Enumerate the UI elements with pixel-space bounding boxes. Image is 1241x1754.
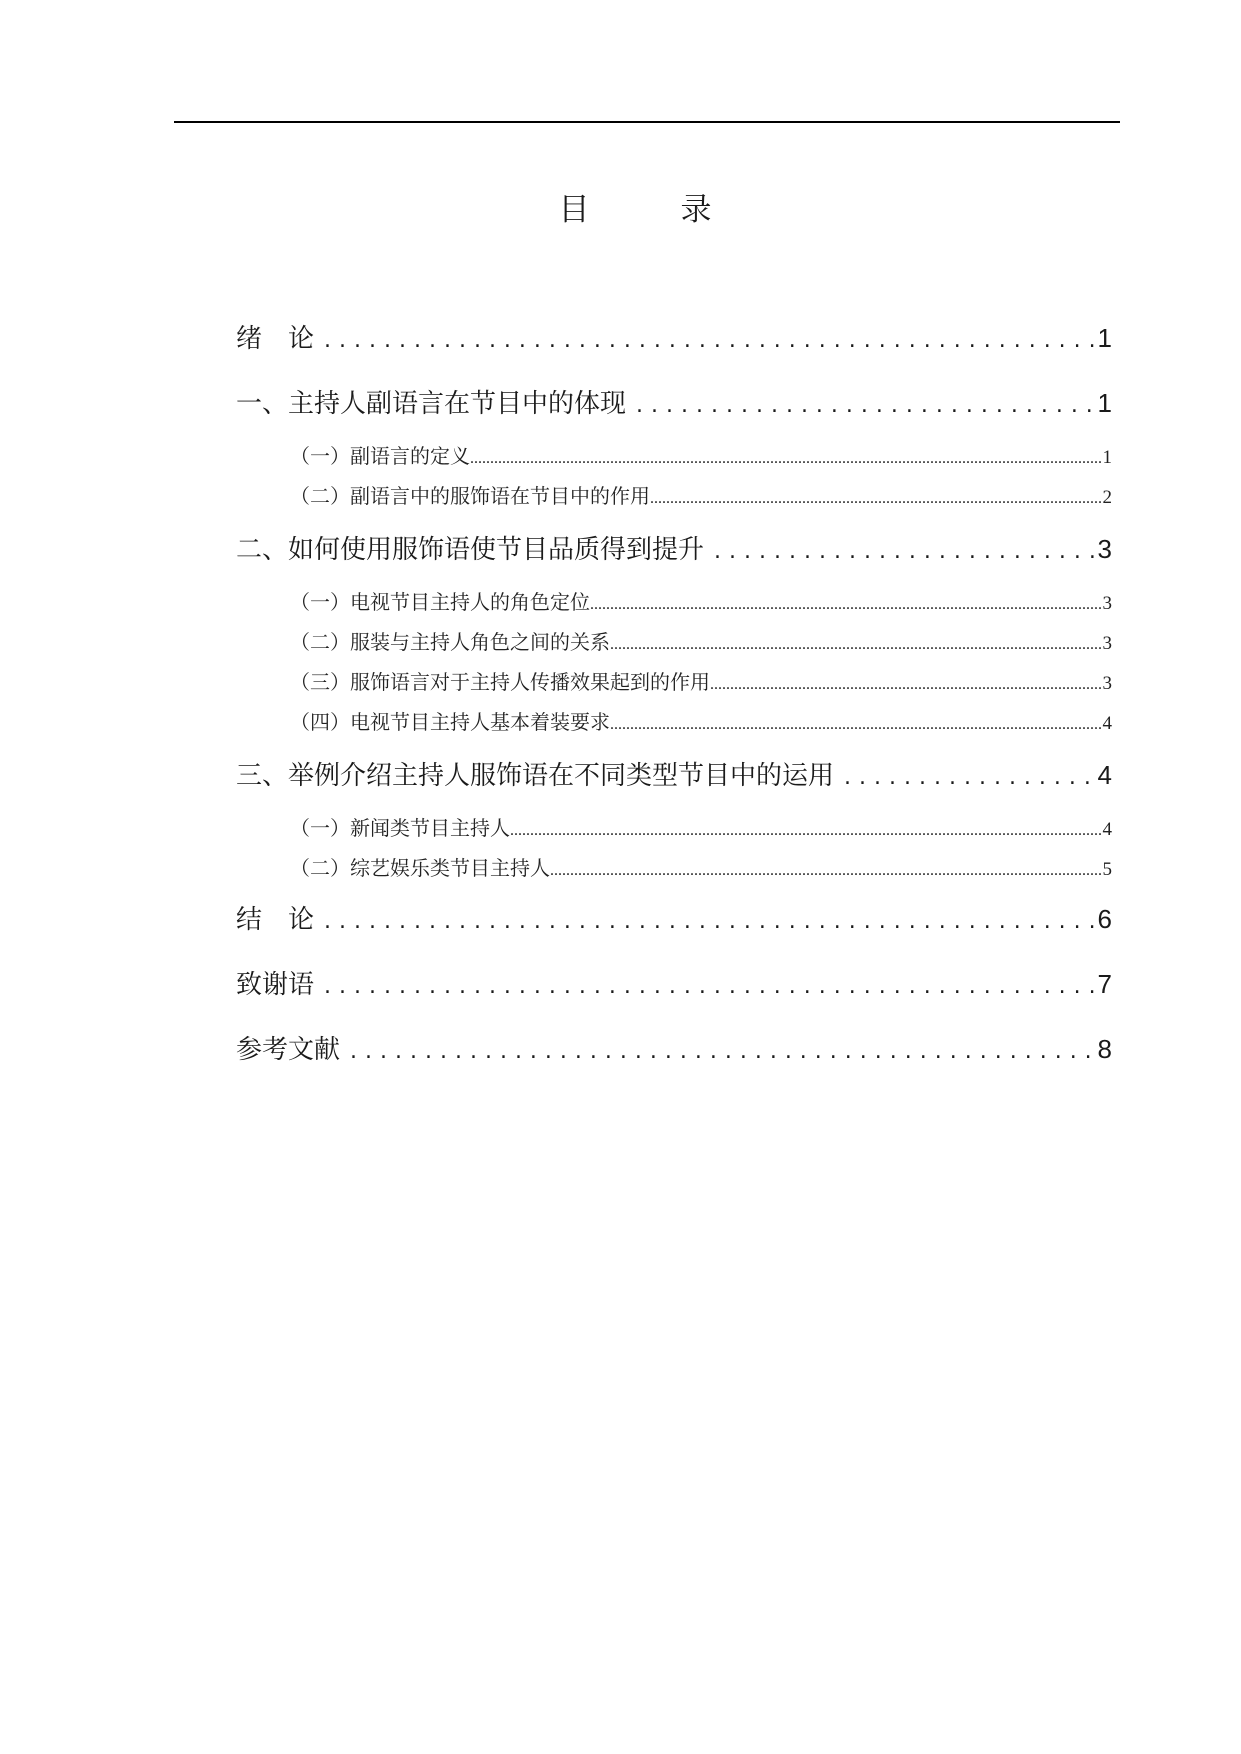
toc-subentry-label: （一）新闻类节目主持人 (290, 816, 510, 840)
toc-entry-label: 二、如何使用服饰语使节目品质得到提升 (236, 535, 705, 565)
toc-subentry-page: 4 (1102, 819, 1112, 840)
dot-leader (636, 386, 1096, 426)
toc-entry-page: 1 (1097, 388, 1112, 418)
toc-entry-label: 绪 论 (236, 324, 315, 354)
toc-entry-label: 三、举例介绍主持人服饰语在不同类型节目中的运用 (236, 761, 835, 791)
toc-entry[interactable] (236, 755, 1112, 795)
toc-entry-label: 致谢语 (236, 970, 315, 1000)
page-title: 目 录 (558, 192, 742, 228)
toc-subentry-page: 1 (1102, 447, 1112, 468)
toc-entry[interactable] (236, 383, 1112, 423)
dot-leader (610, 630, 1103, 660)
toc-entry-label: 结 论 (236, 905, 315, 935)
toc-subentry-page: 4 (1102, 713, 1112, 734)
toc-subentry-label: （二）副语言中的服饰语在节目中的作用 (290, 484, 650, 508)
toc-subentry-label: （一）副语言的定义 (290, 444, 470, 468)
dot-leader (324, 902, 1096, 942)
dot-leader (470, 444, 1103, 474)
toc-entry-label: 参考文献 (236, 1035, 341, 1065)
dot-leader (324, 321, 1096, 361)
toc-entry[interactable] (236, 529, 1112, 569)
toc-subentry[interactable] (290, 813, 1112, 843)
dot-leader (590, 590, 1103, 620)
toc-subentry-page: 3 (1102, 633, 1112, 654)
dot-leader (324, 967, 1096, 1007)
dot-leader (714, 532, 1096, 572)
toc-entry[interactable] (236, 318, 1112, 358)
toc-subentry[interactable] (290, 707, 1112, 737)
toc-subentry-page: 3 (1102, 673, 1112, 694)
toc-subentry[interactable] (290, 667, 1112, 697)
toc-entry-page: 6 (1097, 904, 1112, 934)
toc-subentry-label: （二）服装与主持人角色之间的关系 (290, 630, 610, 654)
dot-leader (844, 758, 1096, 798)
header-rule (174, 121, 1120, 123)
toc-subentry-page: 2 (1102, 487, 1112, 508)
toc-entry-page: 8 (1097, 1034, 1112, 1064)
toc-entry-page: 7 (1097, 969, 1112, 999)
toc-entry-page: 3 (1097, 534, 1112, 564)
dot-leader (650, 484, 1103, 514)
toc-entry-page: 4 (1097, 760, 1112, 790)
dot-leader (350, 1032, 1096, 1072)
toc-subentry[interactable] (290, 587, 1112, 617)
toc-entry[interactable] (236, 899, 1112, 939)
toc-subentry[interactable] (290, 853, 1112, 883)
toc-entry[interactable] (236, 964, 1112, 1004)
toc-entry-label: 一、主持人副语言在节目中的体现 (236, 389, 627, 419)
toc-subentry[interactable] (290, 481, 1112, 511)
dot-leader (710, 670, 1103, 700)
toc-subentry[interactable] (290, 441, 1112, 471)
toc-entry[interactable] (236, 1029, 1112, 1069)
toc-subentry-label: （三）服饰语言对于主持人传播效果起到的作用 (290, 670, 710, 694)
dot-leader (610, 710, 1103, 740)
dot-leader (510, 816, 1103, 846)
toc-subentry-label: （二）综艺娱乐类节目主持人 (290, 856, 550, 880)
toc-subentry[interactable] (290, 627, 1112, 657)
toc-subentry-page: 5 (1102, 859, 1112, 880)
dot-leader (550, 856, 1103, 886)
toc-subentry-label: （一）电视节目主持人的角色定位 (290, 590, 590, 614)
toc-subentry-label: （四）电视节目主持人基本着装要求 (290, 710, 610, 734)
toc-entry-page: 1 (1097, 323, 1112, 353)
toc-subentry-page: 3 (1102, 593, 1112, 614)
